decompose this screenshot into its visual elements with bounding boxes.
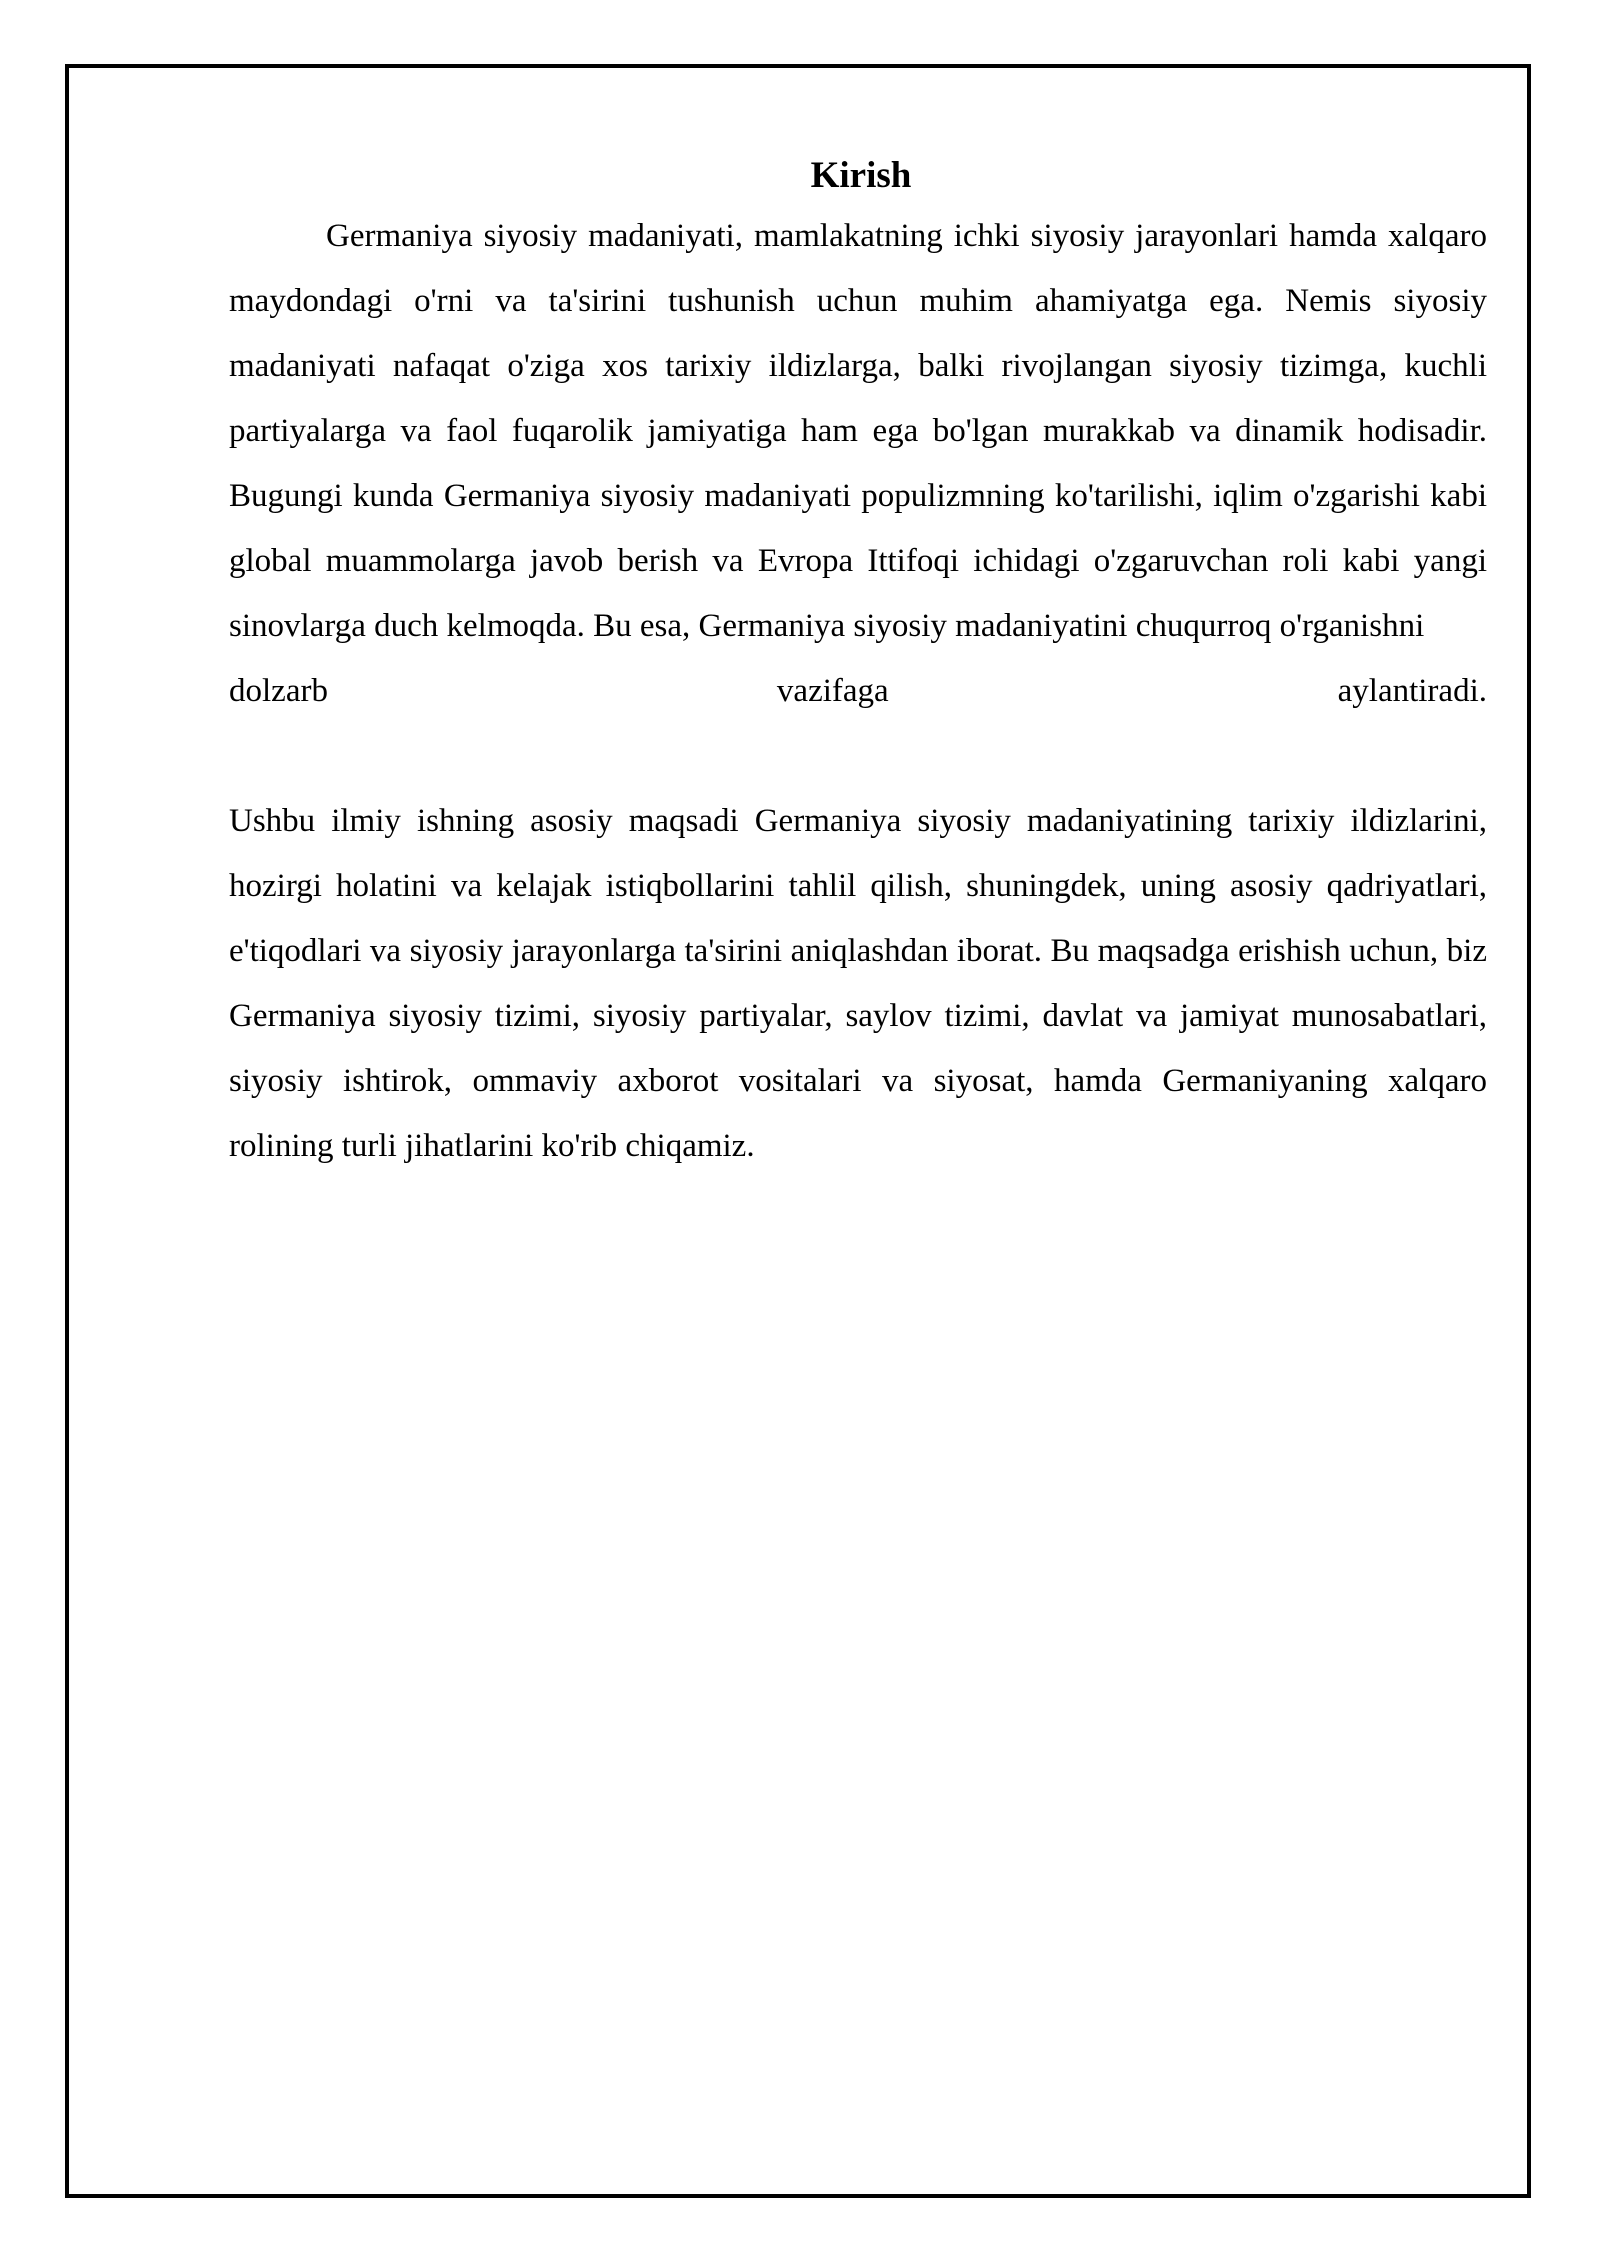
paragraph-spacer: [229, 724, 1487, 789]
page-content: [229, 148, 1487, 1179]
section-heading: Kirish: [810, 155, 912, 196]
paragraph-introduction-last-line: dolzarb vazifaga aylantiradi.: [229, 673, 1487, 709]
paragraph-introduction-text: Germaniya siyosiy madaniyati, mamlakatning ichki siyosiy jarayonlari hamda xalqaro maydondagi o'rni va ta'sirini tushunish uchun muhim ahamiyatga ega. Nemis siyosiy madaniyati nafaqat o'ziga xos tarixiy ildizlarga, balki rivojlangan siyosiy tizimga, kuchli partiyalarga va faol fuqarolik jamiyatiga ham ega bo'lgan murakkab va dinamik hodisadir. Bugungi kunda Germaniya siyosiy madaniyati populizmning ko'tarilishi, iqlim o'zgarishi kabi global muammolarga javob berish va Evropa Ittifoqi ichidagi o'zgaruvchan roli kabi yangi sinovlarga duch kelmoqda. Bu esa, Germaniya siyosiy madaniyatini chuqurroq o'rganishni: [229, 218, 1487, 644]
paragraph-introduction: [229, 204, 1487, 724]
paragraph-objective: Ushbu ilmiy ishning asosiy maqsadi Germaniya siyosiy madaniyatining tarixiy ildizlarini, hozirgi holatini va kelajak istiqbollarini tahlil qilish, shuningdek, uning asosiy qadriyatlari, e'tiqodlari va siyosiy jarayonlarga ta'sirini aniqlashdan iborat. Bu maqsadga erishish uchun, biz Germaniya siyosiy tizimi, siyosiy partiyalar, saylov tizimi, davlat va jamiyat munosabatlari, siyosiy ishtirok, ommaviy axborot vositalari va siyosat, hamda Germaniyaning xalqaro rolining turli jihatlarini ko'rib chiqamiz.: [229, 803, 1487, 1164]
